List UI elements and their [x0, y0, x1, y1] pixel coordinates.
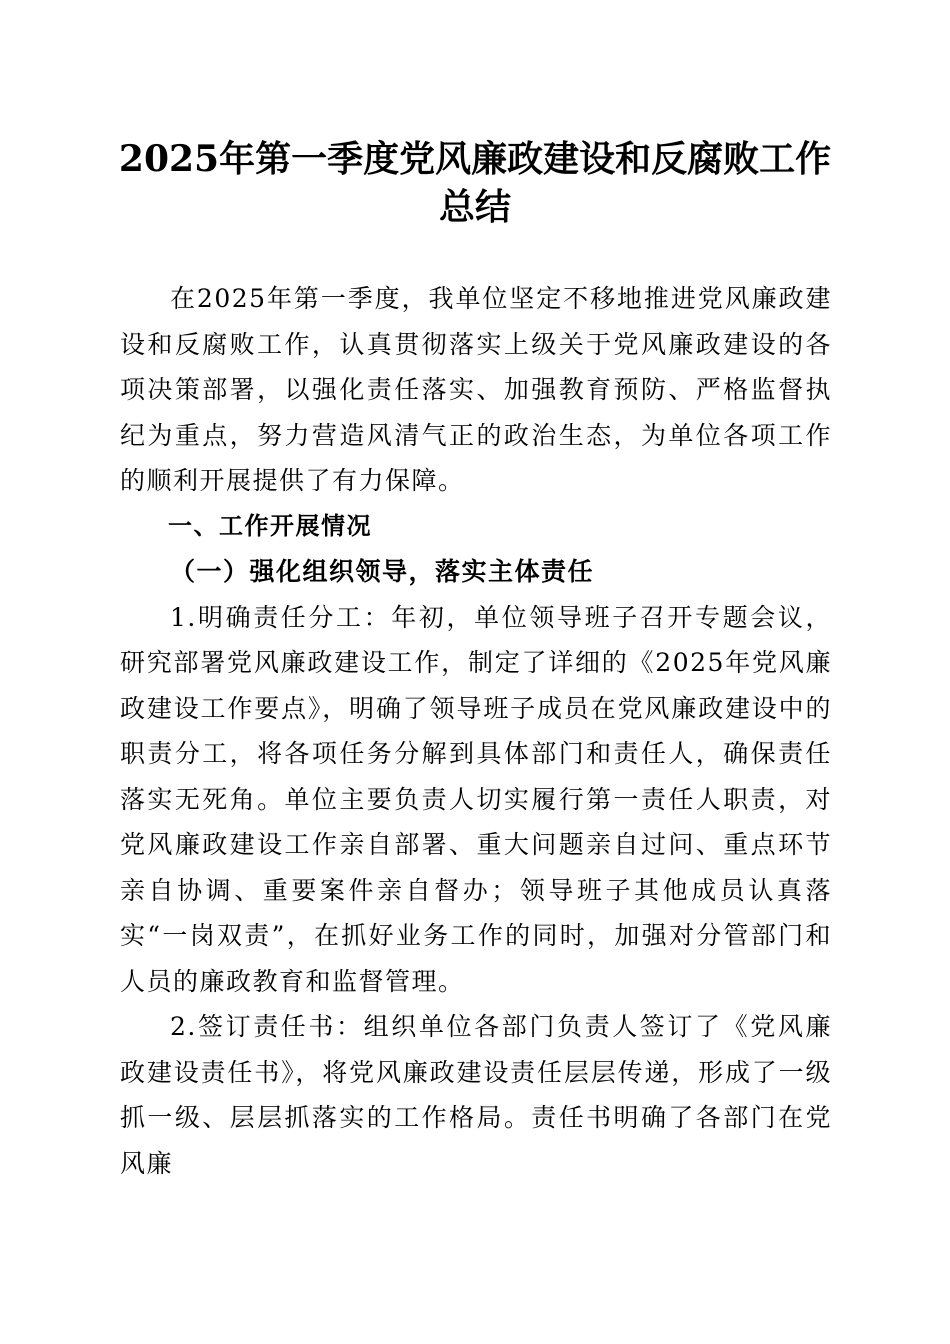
title-line-1: 2025年第一季度党风廉政建设和反腐败工作 [118, 138, 832, 180]
document-title [100, 135, 850, 231]
subsection-heading: （一）强化组织领导，落实主体责任 [170, 557, 595, 586]
title-line-2: 总结 [438, 186, 511, 228]
item-paragraph-2: 2.签订责任书：组织单位各部门负责人签订了《党风廉政建设责任书》，将党风廉政建设责任层层传递，形成了一级抓一级、层层抓落实的工作格局。责任书明确了各部门在党风廉 [120, 1012, 832, 1178]
document-body [120, 276, 832, 1186]
item-paragraph-1: 1.明确责任分工：年初，单位领导班子召开专题会议，研究部署党风廉政建设工作，制定了详细的《2025年党风廉政建设工作要点》，明确了领导班子成员在党风廉政建设中的职责分工，将各项任务分解到具体部门和责任人，确保责任落实无死角。单位主要负责人切实履行第一责任人职责，对党风廉政建设工作亲自部署、重大问题亲自过问、重点环节亲自协调、重要案件亲自督办；领导班子其他成员认真落实“一岗双责”，在抓好业务工作的同时，加强对分管部门和人员的廉政教育和监督管理。 [120, 602, 832, 996]
section-heading: 一、工作开展情况 [168, 511, 372, 540]
intro-paragraph: 在2025年第一季度，我单位坚定不移地推进党风廉政建设和反腐败工作，认真贯彻落实上级关于党风廉政建设的各项决策部署，以强化责任落实、加强教育预防、严格监督执纪为重点，努力营造风清气正的政治生态，为单位各项工作的顺利开展提供了有力保障。 [120, 284, 832, 495]
